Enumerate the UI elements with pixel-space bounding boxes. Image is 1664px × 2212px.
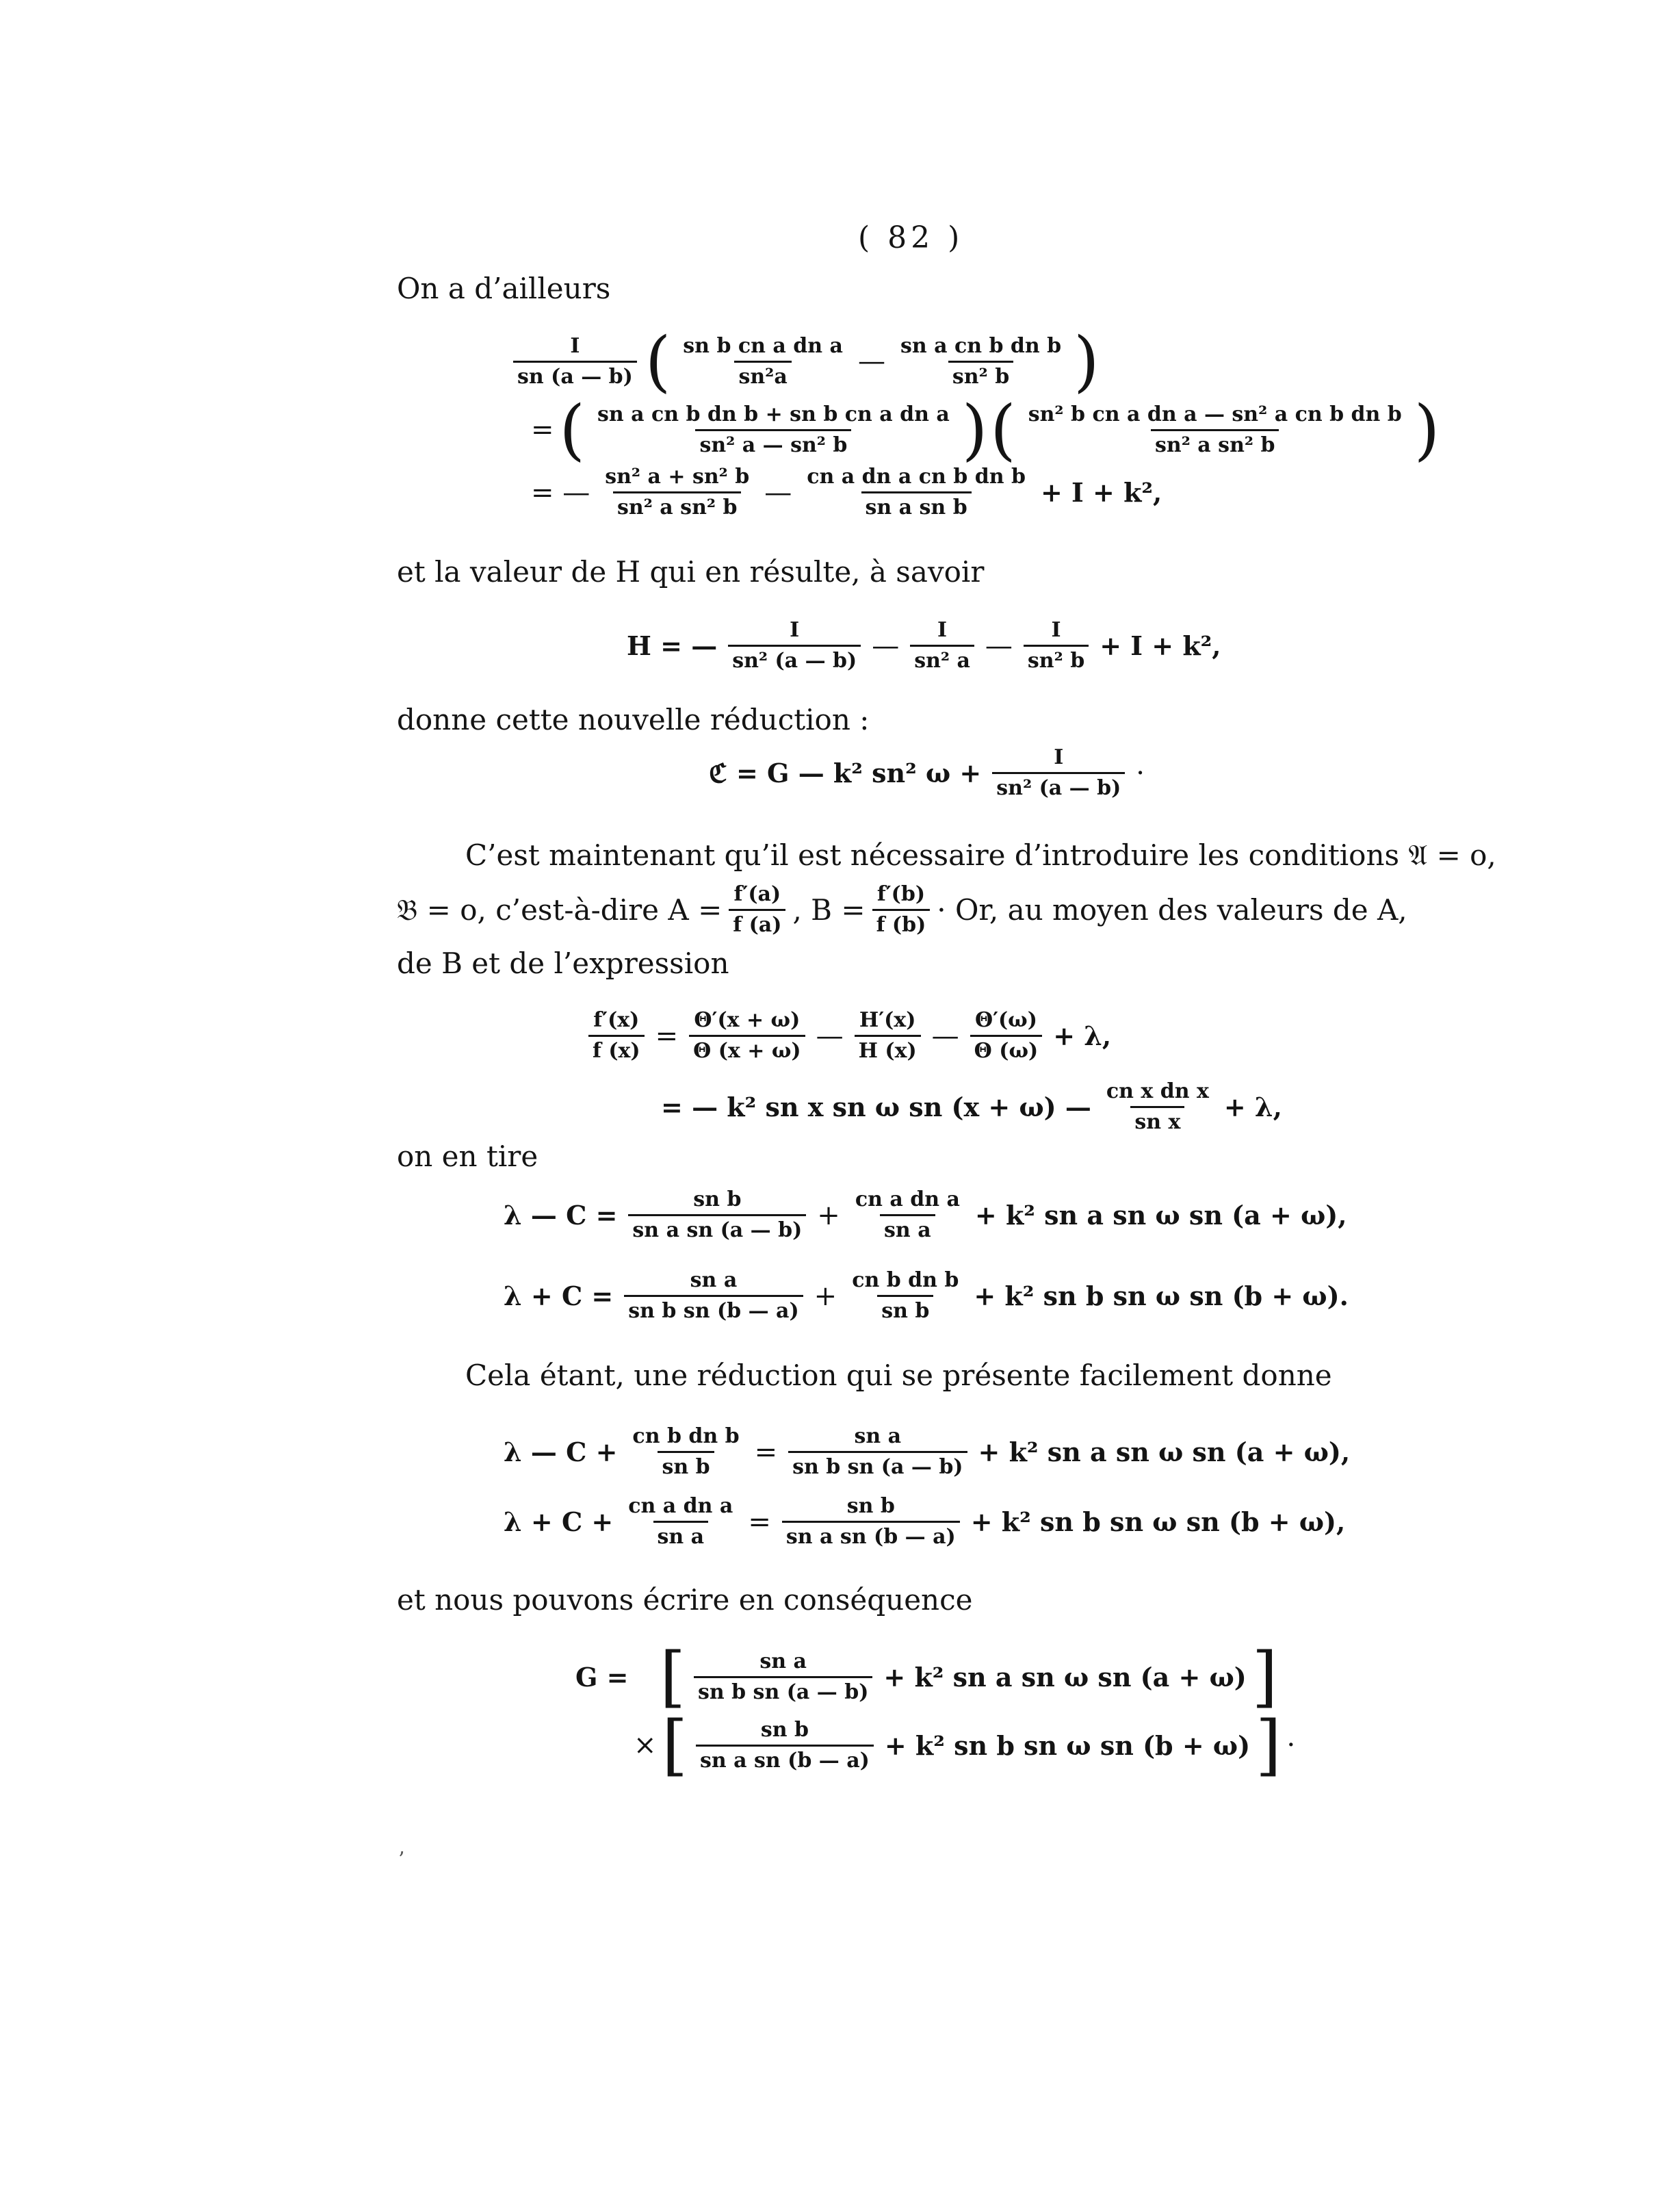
- equation-log-derivative-row-1: $\frac{f'(x)}{f (x)}$ = $\frac{\Theta'(x + \omega)}{\Theta (x + \omega)}$ — $\frac{H'(x)}{H (x)}$ — $\frac{\Theta'(\omega)}{\Theta (\omega)}$ + λ,: [582, 1009, 1115, 1063]
- fraction: $\frac{f'(a)}{f (a)}$: [729, 883, 785, 937]
- fraction: $\frac{H'(x)}{H (x)}$: [855, 1009, 921, 1063]
- equation-reduction-2: λ + C + $\frac{\text{cn a dn a}}{\text{sn a}}$ = $\frac{\text{sn b}}{\text{sn a sn (b — a)}}$ + k² sn b sn ω sn (b + ω),: [504, 1494, 1346, 1549]
- fraction: $\frac{\text{cn a dn a}}{\text{sn a}}$: [628, 1494, 733, 1549]
- fraction: $\frac{\text{sn b}}{\text{sn a sn (b — a)}}$: [696, 1719, 874, 1773]
- fraction: $\frac{\text{sn a cn b dn b}}{\text{sn² b}}$: [900, 333, 1062, 389]
- fraction: $\frac{\text{cn a dn a cn b dn b}}{\text{sn a sn b}}$: [807, 465, 1026, 519]
- fraction: $\frac{\text{sn² a + sn² b}}{\text{sn² a sn² b}}$: [605, 465, 750, 519]
- conditions-line-1: C’est maintenant qu’il est nécessaire d’introduire les conditions 𝔄 = o,: [465, 838, 1496, 872]
- fraction: $\frac{I}{\text{sn² a}}$: [910, 619, 974, 673]
- fraction: $\frac{I}{\text{sn² (a — b)}}$: [728, 619, 861, 673]
- stray-mark: ’: [398, 1848, 405, 1872]
- fraction: $\frac{I}{\text{sn² b}}$: [1024, 619, 1089, 673]
- text-on-en-tire: on en tire: [397, 1140, 538, 1173]
- equation-1-row-2: = ( $\frac{\text{sn a cn b dn b + sn b cn a dn a}}{\text{sn² a — sn² b}}$ ) ( $\frac{\text{sn² b cn a dn a — sn² a cn b dn b}}{\text{sn² a sn² b}}$ ): [531, 391, 1440, 468]
- fraction: $\frac{I}{\text{sn² (a — b)}}$: [992, 746, 1125, 800]
- fraction: $\frac{\text{cn b dn b}}{\text{sn b}}$: [852, 1268, 959, 1323]
- fraction: $\frac{\text{sn b cn a dn a}}{\text{sn²a}}$: [683, 333, 843, 389]
- fraction: $\frac{\text{sn a cn b dn b + sn b cn a dn a}}{\text{sn² a — sn² b}}$: [597, 402, 950, 457]
- equation-G-row-2: × [ $\frac{\text{sn b}}{\text{sn a sn (b — a)}}$ + k² sn b sn ω sn (b + ω) ] ·: [634, 1707, 1296, 1784]
- conditions-line-2: 𝔅 = o, c’est-à-dire A = $\frac{f'(a)}{f (a)}$ , B = $\frac{f'(b)}{f (b)}$ · Or, au moyen des valeurs de A,: [397, 882, 1407, 937]
- fraction: $\frac{f'(b)}{f (b)}$: [872, 883, 931, 937]
- fraction: $\frac{\text{sn² b cn a dn a — sn² a cn b dn b}}{\text{sn² a sn² b}}$: [1028, 402, 1402, 457]
- fraction: $\frac{\text{cn a dn a}}{\text{sn a}}$: [855, 1187, 960, 1242]
- text-valeur-H: et la valeur de H qui en résulte, à savoir: [397, 555, 985, 589]
- fraction: $\frac{I}{sn (a — b)}$: [513, 335, 637, 389]
- equation-log-derivative-row-2: = — k² sn x sn ω sn (x + ω) — $\frac{\text{cn x dn x}}{\text{sn x}}$ + λ,: [661, 1079, 1282, 1134]
- fraction: $\frac{\text{sn a}}{\text{sn b sn (b — a)}}$: [624, 1269, 803, 1323]
- intro-text: On a d’ailleurs: [397, 272, 611, 305]
- equation-1-row-3: = — $\frac{\text{sn² a + sn² b}}{\text{sn² a sn² b}}$ — $\frac{\text{cn a dn a cn b dn b}}{\text{sn a sn b}}$ + I + k²,: [531, 465, 1162, 519]
- conditions-line-3: de B et de l’expression: [397, 947, 729, 980]
- equation-lambda-minus-C: λ — C = $\frac{\text{sn b}}{\text{sn a sn (a — b)}}$ + $\frac{\text{cn a dn a}}{\text{sn a}}$ + k² sn a sn ω sn (a + ω),: [504, 1187, 1347, 1242]
- text-en-consequence: et nous pouvons écrire en conséquence: [397, 1583, 973, 1617]
- fraction: $\frac{\Theta'(x + \omega)}{\Theta (x + \omega)}$: [689, 1009, 805, 1063]
- fraction: $\frac{f'(x)}{f (x)}$: [588, 1009, 645, 1063]
- fraction: $\frac{\text{sn a}}{\text{sn b sn (a — b)}}$: [694, 1650, 872, 1704]
- equation-H: H = — $\frac{I}{\text{sn² (a — b)}}$ — $\frac{I}{\text{sn² a}}$ — $\frac{I}{\text{sn² b}}$ + I + k²,: [627, 618, 1221, 673]
- fraction: $\frac{\text{sn a}}{\text{sn b sn (a — b)}}$: [788, 1425, 967, 1479]
- equation-G-row-1: G = [ $\frac{\text{sn a}}{\text{sn b sn (a — b)}}$ + k² sn a sn ω sn (a + ω) ]: [575, 1638, 1278, 1715]
- text-cela-etant: Cela étant, une réduction qui se présente facilement donne: [465, 1359, 1332, 1392]
- page-number: ( 82 ): [858, 220, 964, 255]
- fraction: $\frac{\text{cn b dn b}}{\text{sn b}}$: [632, 1424, 740, 1479]
- fraction: $\frac{\text{cn x dn x}}{\text{sn x}}$: [1106, 1079, 1209, 1134]
- equation-reduction-1: λ — C + $\frac{\text{cn b dn b}}{\text{sn b}}$ = $\frac{\text{sn a}}{\text{sn b sn (a — b)}}$ + k² sn a sn ω sn (a + ω),: [504, 1424, 1351, 1479]
- equation-C-fraktur: ℭ = G — k² sn² ω + $\frac{I}{\text{sn² (a — b)}}$ ·: [709, 745, 1145, 800]
- equation-lambda-plus-C: λ + C = $\frac{\text{sn a}}{\text{sn b sn (b — a)}}$ + $\frac{\text{cn b dn b}}{\text{sn b}}$ + k² sn b sn ω sn (b + ω).: [504, 1268, 1349, 1323]
- fraction: $\frac{\text{sn b}}{\text{sn a sn (b — a)}}$: [782, 1495, 960, 1549]
- text-reduction: donne cette nouvelle réduction :: [397, 703, 870, 736]
- fraction: $\frac{\text{sn b}}{\text{sn a sn (a — b)}}$: [628, 1188, 806, 1242]
- fraction: $\frac{\Theta'(\omega)}{\Theta (\omega)}$: [970, 1009, 1043, 1063]
- equation-1-row-1: $\frac{I}{sn (a — b)}$ ( $\frac{\text{sn b cn a dn a}}{\text{sn²a}}$ — $\frac{\text{sn a cn b dn b}}{\text{sn² b}}$ ): [506, 327, 1101, 396]
